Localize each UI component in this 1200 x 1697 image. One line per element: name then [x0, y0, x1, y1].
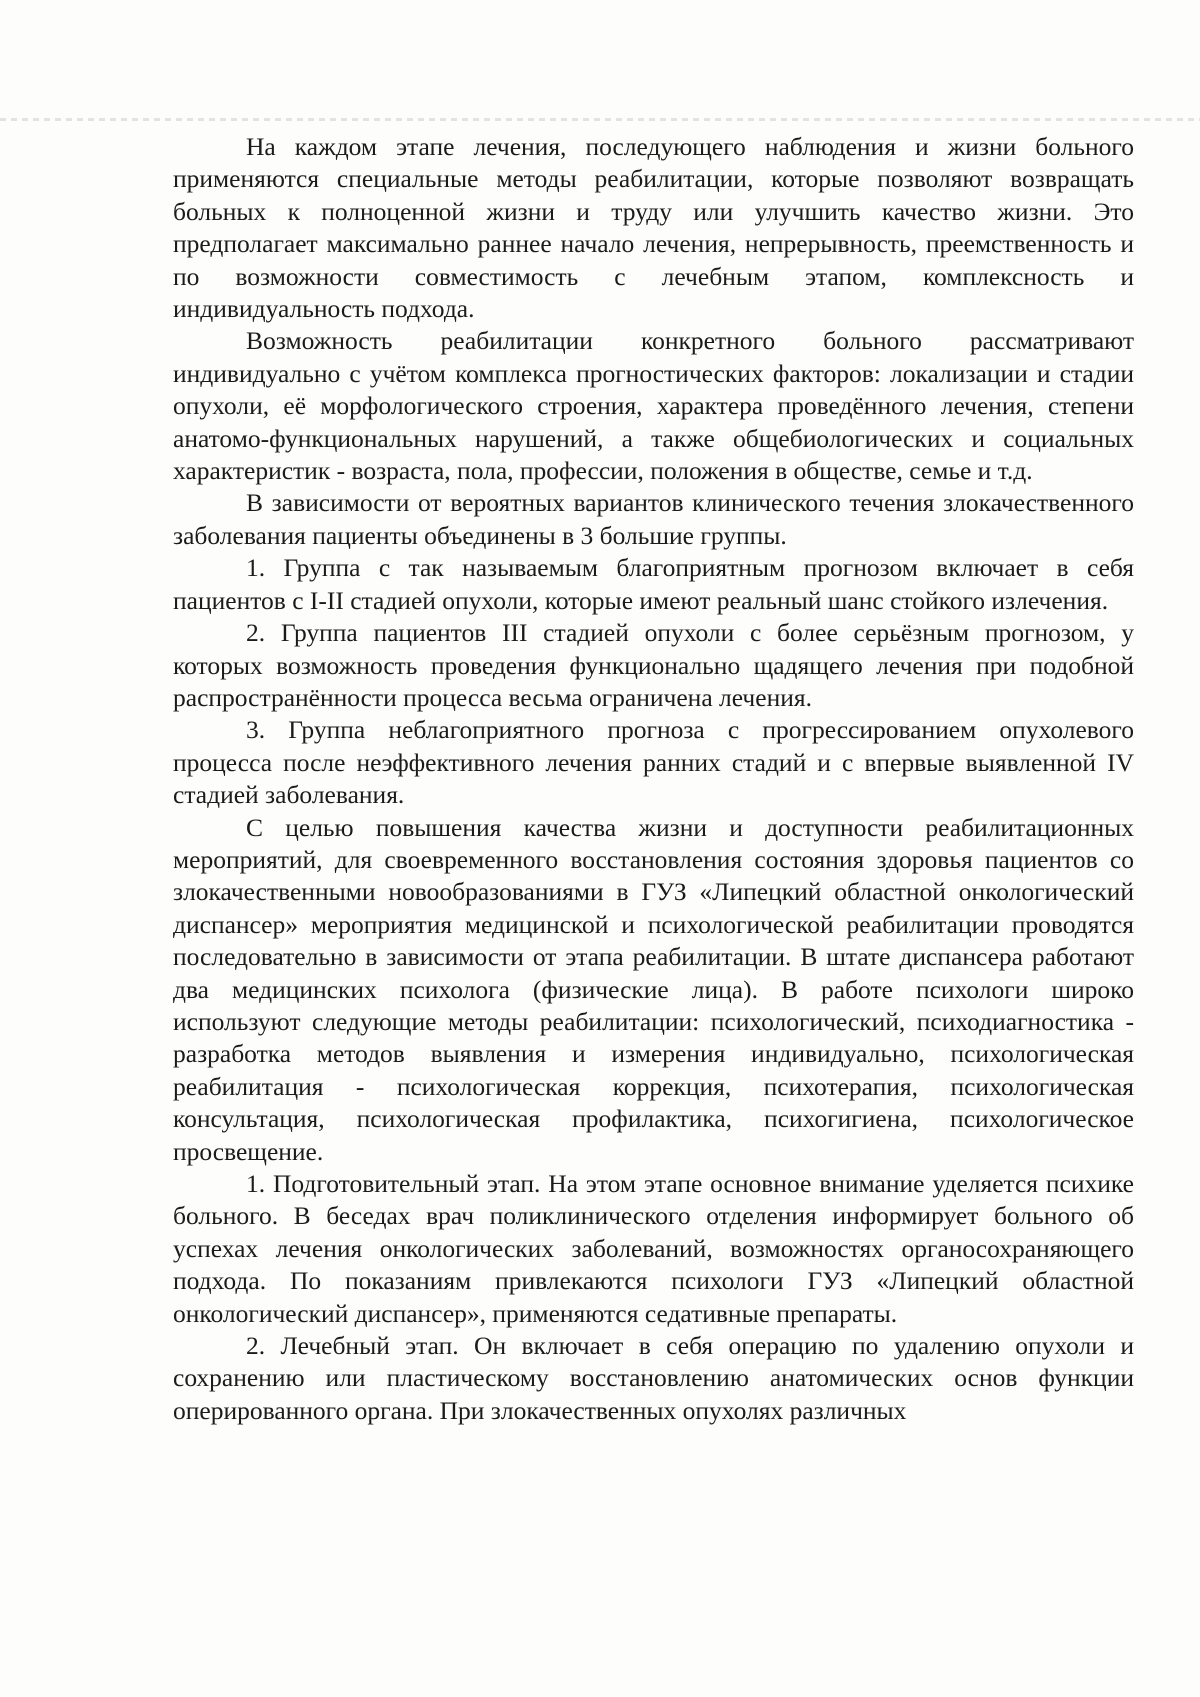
list-item-group-2: 2. Группа пациентов III стадией опухоли с более серьёзным прогнозом, у которых возможность проведения функционально щадящего лечения при подобной распространённости процесса весьма ограничена лечения. — [173, 618, 1134, 712]
list-item-group-1: 1. Группа с так называемым благоприятным прогнозом включает в себя пациентов с I-II стадией опухоли, которые имеют реальный шанс стойкого излечения. — [173, 553, 1134, 615]
paragraph-rehabilitation-stages: На каждом этапе лечения, последующего наблюдения и жизни больного применяются специальные методы реабилитации, которые позволяют возвращать больных к полноценной жизни и труду или улучшить качество жизни. Это предполагает максимально раннее начало лечения, непрерывность, преемственность и по возможности совместимость с лечебным этапом, комплексность и индивидуальность подхода. — [173, 132, 1134, 324]
document-body — [173, 131, 1134, 1427]
scan-edge-line — [0, 118, 1200, 121]
list-item-treatment-stage: 2. Лечебный этап. Он включает в себя операцию по удалению опухоли и сохранению или пластическому восстановлению анатомических основ функции оперированного органа. При злокачественных опухолях различных — [173, 1331, 1134, 1425]
paragraph-patient-groups-intro: В зависимости от вероятных вариантов клинического течения злокачественного заболевания пациенты объединены в 3 большие группы. — [173, 488, 1134, 550]
list-item-preparatory-stage: 1. Подготовительный этап. На этом этапе основное внимание уделяется психике больного. В беседах врач поликлинического отделения информирует больного об успехах лечения онкологических заболеваний, возможностях органосохраняющего подхода. По показаниям привлекаются психологи ГУЗ «Липецкий областной онкологический диспансер», применяются седативные препараты. — [173, 1169, 1134, 1328]
paragraph-psychological-rehabilitation: С целью повышения качества жизни и доступности реабилитационных мероприятий, для своевременного восстановления состояния здоровья пациентов со злокачественными новообразованиями в ГУЗ «Липецкий областной онкологический диспансер» мероприятия медицинской и психологической реабилитации проводятся последовательно в зависимости от этапа реабилитации. В штате диспансера работают два медицинских психолога (физические лица). В работе психологи широко используют следующие методы реабилитации: психологический, психодиагностика - разработка методов выявления и измерения индивидуально, психологическая реабилитация - психологическая коррекция, психотерапия, психологическая консультация, психологическая профилактика, психогигиена, психологическое просвещение. — [173, 812, 1134, 1166]
paragraph-prognostic-factors: Возможность реабилитации конкретного больного рассматривают индивидуально с учётом комплекса прогностических факторов: локализации и стадии опухоли, её морфологического строения, характера проведённого лечения, степени анатомо-функциональных нарушений, а также общебиологических и социальных характеристик - возраста, пола, профессии, положения в обществе, семье и т.д. — [173, 326, 1134, 486]
list-item-group-3: 3. Группа неблагоприятного прогноза с прогрессированием опухолевого процесса после неэффективного лечения ранних стадий и с впервые выявленной IV стадией заболевания. — [173, 715, 1134, 810]
